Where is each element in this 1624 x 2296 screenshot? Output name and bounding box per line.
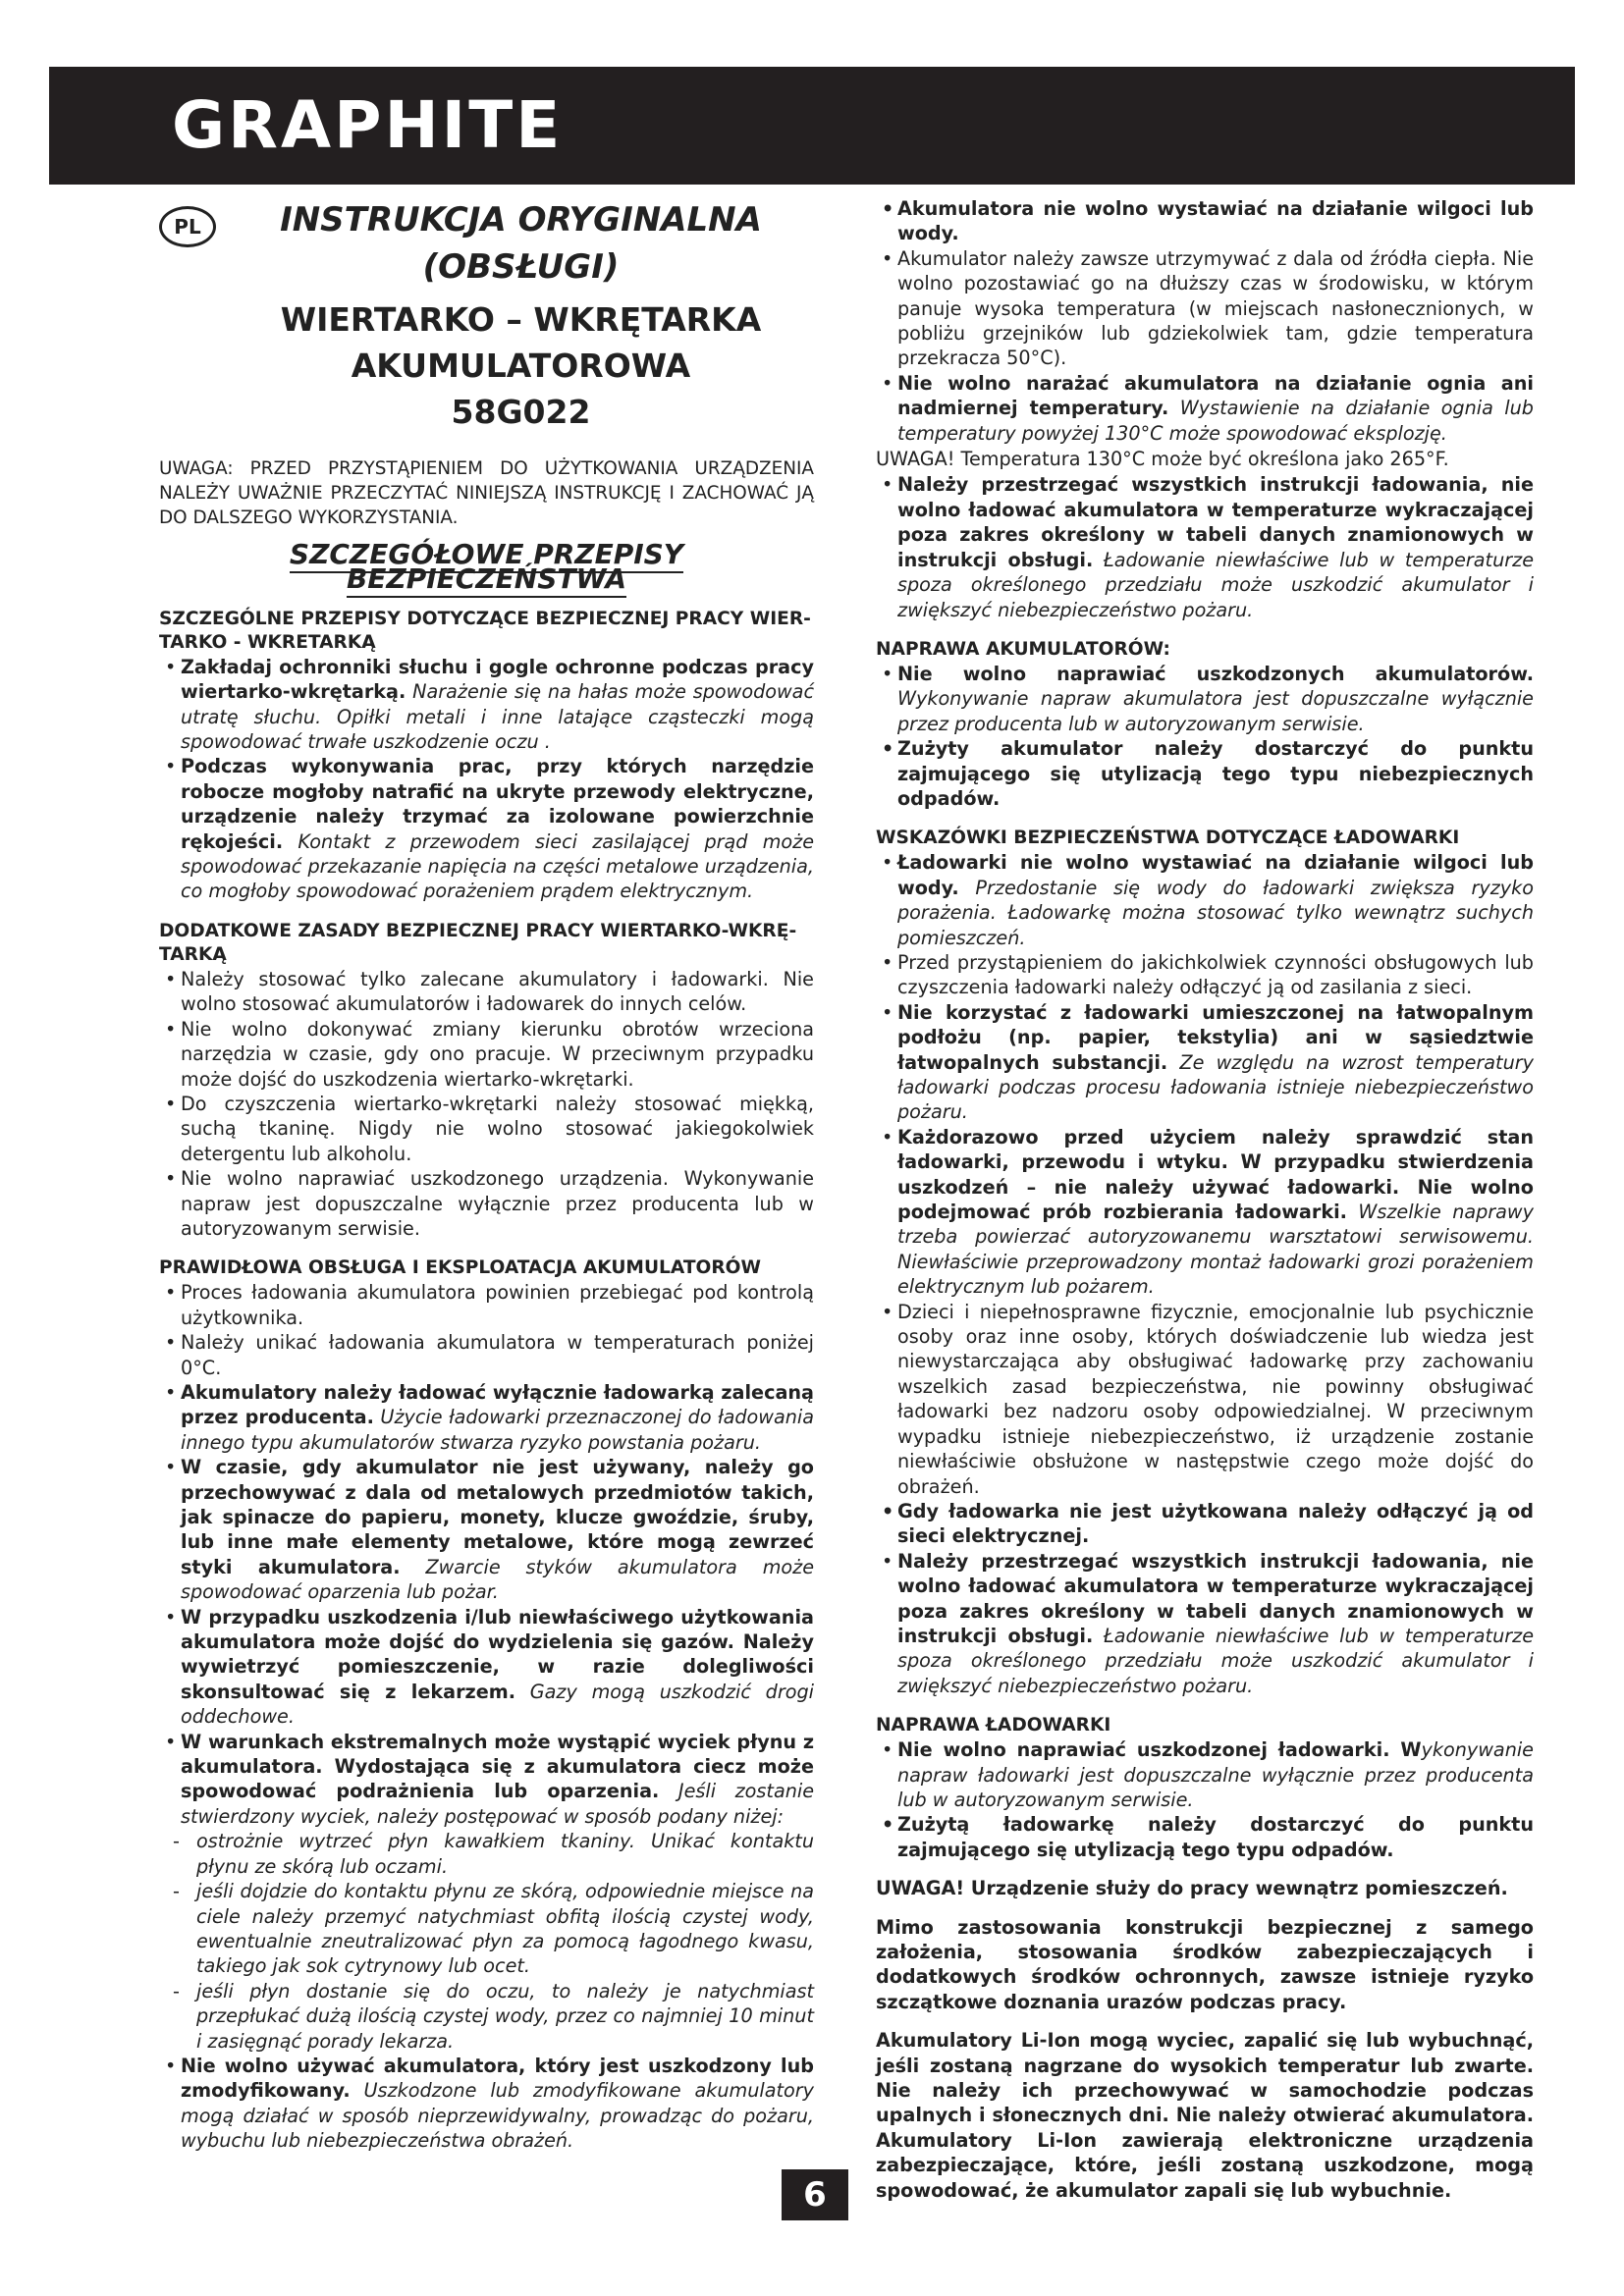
list-item: • Nie wolno dokonywać zmiany kierunku obrotów wrzeciona narzędzia w czasie, gdy ono pracuje. W przeciwnym przypadku może dojść do uszkodzenia wiertarko-wkrętarki.: [159, 1017, 814, 1092]
title-block: [159, 196, 814, 435]
list-battery-use: [159, 1280, 814, 1829]
list-item: • Każdorazowo przed użyciem należy sprawdzić stan ładowarki, przewodu i wtyku. W przypadku stwierdzenia uszkodzeń – nie należy używać ładowarki. Nie wolno podejmować prób rozbierania ładowarki. Wszelkie naprawy trzeba powierzać autoryzowanemu warsztatowi serwisowemu. Niewłaściwie przeprowadzony montaż ładowarki grozi porażeniem elektrycznym lub pożarem.: [876, 1125, 1534, 1300]
list-item: • Nie wolno naprawiać uszkodzonych akumulatorów. Wykonywanie napraw akumulatora jest dopuszczalne wyłącznie przez producenta lub w autoryzowanym serwisie.: [876, 662, 1534, 736]
note-temperature: UWAGA! Temperatura 130°C może być określona jako 265°F.: [876, 448, 1449, 471]
warning-intro: UWAGA: PRZED PRZYSTĄPIENIEM DO UŻYTKOWANIA URZĄDZENIA NALEŻY UWAŻNIE PRZECZYTAĆ NINIEJSZĄ INSTRUKCJĘ I ZACHOWAĆ JĄ DO DALSZEGO WYKORZYSTANIA.: [159, 458, 814, 528]
right-column: [876, 196, 1534, 2204]
list-item: • Do czyszczenia wiertarko-wkrętarki należy stosować miękką, suchą tkaninę. Nigdy nie wolno stosować jakiegokolwiek detergentu lub alkoholu.: [159, 1092, 814, 1166]
leak-steps-list: [159, 1829, 814, 2054]
list-battery-damaged: [159, 2054, 814, 2154]
list-item: • Nie korzystać z ładowarki umieszczonej na łatwopalnym podłożu (np. papier, tekstylia) ani w sąsiedztwie łatwopalnych substancji. Ze względu na wzrost temperatury ładowarki podczas procesu ładowania istnieje niebezpieczeństwo pożaru.: [876, 1000, 1534, 1125]
list-item: • Nie wolno naprawiać uszkodzonego urządzenia. Wykonywanie napraw jest dopuszczalne wyłącznie przez producenta lub w autoryzowanym serwisie.: [159, 1166, 814, 1241]
list-item: • Zużyty akumulator należy dostarczyć do punktu zajmującego się utylizacją tego typu niebezpiecznych odpadów.: [876, 736, 1534, 811]
list-item: • Należy unikać ładowania akumulatora w temperaturach poniżej 0°C.: [159, 1330, 814, 1380]
page-number: 6: [782, 2169, 848, 2220]
heading-additional-rules: DODATKOWE ZASADY BEZPIECZNEJ PRACY WIERTARKO-WKRĘ-TARKĄ: [159, 920, 797, 965]
list-charger-repair: [876, 1737, 1534, 1862]
list-item: • W warunkach ekstremalnych może wystąpić wyciek płynu z akumulatora. Wydostająca się z akumulatora ciecz może spowodować podrażnienia lub oparzenia. Jeśli zostanie stwierdzony wyciek, należy postępować w sposób podany niżej:: [159, 1730, 814, 1830]
list-item: • Akumulatora nie wolno wystawiać na działanie wilgoci lub wody.: [876, 196, 1534, 246]
list-item: • Nie wolno używać akumulatora, który jest uszkodzony lub zmodyfikowany. Uszkodzone lub zmodyfikowane akumulatory mogą działać w sposób nieprzewidywalny, prowadząc do pożaru, wybuchu lub niebezpieczeństwa obrażeń.: [159, 2054, 814, 2154]
title-line-3: WIERTARKO – WKRĘTARKA: [280, 300, 762, 339]
list-item: • W czasie, gdy akumulator nie jest używany, należy go przechowywać z dala od metalowych przedmiotów takich, jak spinacze do papieru, monety, klucze gwoździe, śruby, lub inne małe elementy metalowe, które mogą zewrzeć styki akumulatora. Zwarcie styków akumulatora może spowodować oparzenia lub pożar.: [159, 1455, 814, 1604]
list-item: • Dzieci i niepełnosprawne fizycznie, emocjonalnie lub psychicznie osoby oraz inne osoby, których doświadczenie lub wiedza jest niewystarczająca aby obsługiwać ładowarkę przy zachowaniu wszelkich zasad bezpieczeństwa, nie powinny obsługiwać ładowarki bez nadzoru osoby odpowiedzialnej. W przeciwnym wypadku istnieje niebezpieczeństwo, iż urządzenie zostanie niewłaściwie obsłużone w następstwie czego może dojść do obrażeń.: [876, 1300, 1534, 1499]
list-item: • Gdy ładowarka nie jest użytkowana należy odłączyć ją od sieci elektrycznej.: [876, 1499, 1534, 1549]
list-specific-rules: [159, 655, 814, 904]
title-line-1: INSTRUKCJA ORYGINALNA: [280, 200, 762, 240]
list-item: • Akumulator należy zawsze utrzymywać z dala od źródła ciepła. Nie wolno pozostawiać go na dłuższy czas w środowisku, w którym panuje wysoka temperatura (w miejscach nasłonecznionych, w pobliżu grzejników lub gdziekolwiek tam, gdzie temperatura przekracza 50°C).: [876, 246, 1534, 371]
note-indoor-use: UWAGA! Urządzenie służy do pracy wewnątrz pomieszczeń.: [876, 1877, 1508, 1900]
list-item: • Podczas wykonywania prac, przy których narzędzie robocze mogłoby natrafić na ukryte przewody elektryczne, urządzenie należy trzymać za izolowane powierzchnie rękojeści. Kontakt z przewodem sieci zasilającej prąd może spowodować przekazanie napięcia na części metalowe urządzenia, co mogłoby spowodować porażeniem prądem elektrycznym.: [159, 754, 814, 903]
title-line-4: AKUMULATOROWA: [351, 347, 691, 385]
list-item: • Zużytą ładowarkę należy dostarczyć do punktu zajmującego się utylizacją tego typu odpadów.: [876, 1812, 1534, 1862]
list-item: • Należy przestrzegać wszystkich instrukcji ładowania, nie wolno ładować akumulatora w temperaturze wykraczającej poza zakres określony w tabeli danych znamionowych w instrukcji obsługi. Ładowanie niewłaściwe lub w temperaturze spoza określonego przedziału może uszkodzić akumulator i zwiększyć niebezpieczeństwo pożaru.: [876, 472, 1534, 621]
list-item: • Należy stosować tylko zalecane akumulatory i ładowarki. Nie wolno stosować akumulatorów i ładowarek do innych celów.: [159, 967, 814, 1017]
list-item: • Ładowarki nie wolno wystawiać na działanie wilgoci lub wody. Przedostanie się wody do ładowarki zwiększa ryzyko porażenia. Ładowarkę można stosować tylko wewnątrz suchych pomieszczeń.: [876, 850, 1534, 950]
heading-battery-repair: NAPRAWA AKUMULATORÓW:: [876, 638, 1170, 660]
list-charging-instructions: [876, 472, 1534, 621]
heading-charger-safety: WSKAZÓWKI BEZPIECZEŃSTWA DOTYCZĄCE ŁADOWARKI: [876, 828, 1460, 849]
list-battery-storage: [876, 196, 1534, 446]
list-item: • W przypadku uszkodzenia i/lub niewłaściwego użytkowania akumulatora może dojść do wydzielenia się gazów. Należy wywietrzyć pomieszczenie, w razie dolegliwości skonsultować się z lekarzem. Gazy mogą uszkodzić drogi oddechowe.: [159, 1605, 814, 1730]
section-title: SZCZEGÓŁOWE PRZEPISY BEZPIECZEŃSTWA: [159, 542, 814, 592]
list-battery-repair: [876, 662, 1534, 811]
list-item: • Nie wolno naprawiać uszkodzonej ładowarki. Wykonywanie napraw ładowarki jest dopuszczalne wyłącznie przez producenta lub w autoryzowanym serwisie.: [876, 1737, 1534, 1812]
residual-risk-paragraph: Mimo zastosowania konstrukcji bezpiecznej z samego założenia, stosowania środków zabezpieczających i dodatkowych środków ochronnych, zawsze istnieje ryzyko szczątkowe doznania urazów podczas pracy.: [876, 1915, 1534, 2013]
header-bar: [49, 67, 1575, 185]
list-item: - jeśli dojdzie do kontaktu płynu ze skórą, odpowiednie miejsce na ciele należy przemyć natychmiast obfitą ilością czystej wody, ewentualnie zneutralizować płyn za pomocą łagodnego kwasu, takiego jak sok cytrynowy lub ocet.: [159, 1879, 814, 1979]
model-number: 58G022: [451, 393, 591, 431]
language-badge: PL: [159, 206, 216, 247]
heading-battery-use: PRAWIDŁOWA OBSŁUGA I EKSPLOATACJA AKUMULATORÓW: [159, 1257, 761, 1279]
brand-logo: GRAPHITE: [172, 87, 564, 163]
list-item: • Należy przestrzegać wszystkich instrukcji ładowania, nie wolno ładować akumulatora w temperaturze wykraczającej poza zakres określony w tabeli danych znamionowych w instrukcji obsługi. Ładowanie niewłaściwe lub w temperaturze spoza określonego przedziału może uszkodzić akumulator i zwiększyć niebezpieczeństwo pożaru.: [876, 1549, 1534, 1698]
list-additional-rules: [159, 967, 814, 1241]
heading-specific-rules: SZCZEGÓLNE PRZEPISY DOTYCZĄCE BEZPIECZNEJ PRACY WIER-TARKO - WKRETARKĄ: [159, 608, 811, 653]
list-item: • Proces ładowania akumulatora powinien przebiegać pod kontrolą użytkownika.: [159, 1280, 814, 1330]
li-ion-paragraph: Akumulatory Li-Ion mogą wyciec, zapalić się lub wybuchnąć, jeśli zostaną nagrzane do wysokich temperatur lub zwarte. Nie należy ich przechowywać w samochodzie podczas upalnych i słonecznych dni. Nie należy otwierać akumulatora. Akumulatory Li-Ion zawierają elektroniczne urządzenia zabezpieczające, które, jeśli zostaną uszkodzone, mogą spowodować, że akumulator zapali się lub wybuchnie.: [876, 2029, 1534, 2202]
list-item: • Nie wolno narażać akumulatora na działanie ognia ani nadmiernej temperatury. Wystawienie na działanie ognia lub temperatury powyżej 130°C może spowodować eksplozję.: [876, 371, 1534, 446]
list-item: • Zakładaj ochronniki słuchu i gogle ochronne podczas pracy wiertarko-wkrętarką. Narażenie się na hałas może spowodować utratę słuchu. Opiłki metali i inne latające cząsteczki mogą spowodować trwałe uszkodzenie oczu .: [159, 655, 814, 755]
list-item: - ostrożnie wytrzeć płyn kawałkiem tkaniny. Unikać kontaktu płynu ze skórą lub oczami.: [159, 1829, 814, 1879]
heading-charger-repair: NAPRAWA ŁADOWARKI: [876, 1715, 1111, 1736]
list-item: • Przed przystąpieniem do jakichkolwiek czynności obsługowych lub czyszczenia ładowarki należy odłączyć ją od zasilania z sieci.: [876, 950, 1534, 1000]
left-column: [159, 196, 814, 2154]
list-item: • Akumulatory należy ładować wyłącznie ładowarką zalecaną przez producenta. Użycie ładowarki przeznaczonej do ładowania innego typu akumulatorów stwarza ryzyko powstania pożaru.: [159, 1380, 814, 1455]
title-line-2: (OBSŁUGI): [422, 247, 620, 287]
list-charger-safety: [876, 850, 1534, 1698]
list-item: - jeśli płyn dostanie się do oczu, to należy je natychmiast przepłukać dużą ilością czystej wody, przez co najmniej 10 minut i zasięgnąć porady lekarza.: [159, 1979, 814, 2054]
